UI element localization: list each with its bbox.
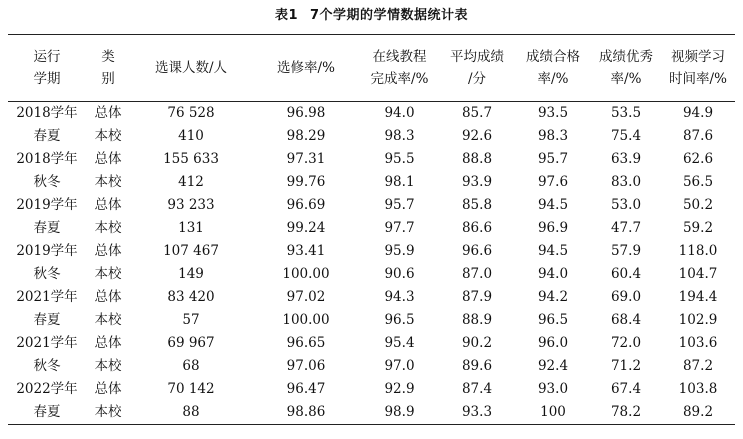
- value-cell: 94.5: [537, 197, 569, 213]
- category-cell: 本校: [94, 404, 122, 420]
- value-cell: 90.6: [384, 266, 415, 282]
- value-cell: 57: [182, 312, 200, 328]
- value-cell: 95.5: [384, 151, 415, 167]
- value-cell: 92.9: [384, 381, 415, 397]
- value-cell: 94.2: [537, 289, 569, 305]
- value-cell: 96.6: [461, 243, 493, 259]
- value-cell: 47.7: [610, 220, 642, 236]
- column-header: [591, 35, 661, 102]
- category-cell: 本校: [94, 358, 122, 374]
- value-cell: 97.02: [286, 289, 326, 305]
- value-cell: 50.2: [682, 197, 714, 213]
- column-header-line: 成绩优秀: [599, 49, 653, 65]
- category-cell: 本校: [94, 174, 122, 190]
- term-cell: 春夏: [33, 312, 61, 328]
- value-cell: 60.4: [610, 266, 642, 282]
- category-cell: 总体: [94, 381, 122, 397]
- value-cell: 69.0: [610, 289, 642, 305]
- value-cell: 94.3: [384, 289, 415, 305]
- term-cell: 2021学年: [16, 289, 78, 305]
- value-cell: 53.0: [610, 197, 642, 213]
- value-cell: 94.0: [537, 266, 569, 282]
- value-cell: 97.7: [384, 220, 415, 236]
- column-header-line: 在线教程: [372, 49, 427, 65]
- value-cell: 149: [178, 266, 204, 282]
- category-cell: 总体: [94, 243, 122, 259]
- column-header: [515, 35, 591, 102]
- value-cell: 96.5: [384, 312, 415, 328]
- value-cell: 53.5: [610, 105, 642, 121]
- category-cell: 总体: [94, 151, 122, 167]
- value-cell: 83.0: [610, 174, 642, 190]
- column-header-line: 运行: [33, 49, 61, 65]
- value-cell: 103.8: [678, 381, 718, 397]
- table-row: [8, 332, 735, 355]
- value-cell: 92.4: [537, 358, 569, 374]
- term-cell: 秋冬: [33, 266, 61, 282]
- value-cell: 412: [178, 174, 204, 190]
- value-cell: 93 233: [167, 197, 215, 213]
- value-cell: 93.41: [286, 243, 326, 259]
- value-cell: 67.4: [610, 381, 642, 397]
- table-row: [8, 102, 735, 126]
- table-row: [8, 194, 735, 217]
- term-cell: 2019学年: [16, 197, 78, 213]
- value-cell: 103.6: [678, 335, 718, 351]
- table-row: [8, 309, 735, 332]
- term-cell: 2022学年: [16, 381, 78, 397]
- value-cell: 97.06: [286, 358, 326, 374]
- table-row: [8, 355, 735, 378]
- value-cell: 87.4: [461, 381, 493, 397]
- term-cell: 2021学年: [16, 335, 78, 351]
- table-number: 表1: [274, 8, 298, 23]
- table-row: [8, 148, 735, 171]
- value-cell: 107 467: [163, 243, 219, 259]
- category-cell: 本校: [94, 312, 122, 328]
- column-header: [8, 35, 86, 102]
- value-cell: 78.2: [610, 404, 642, 420]
- value-cell: 98.3: [537, 128, 569, 144]
- column-header-line: 选课人数/人: [154, 60, 228, 76]
- value-cell: 95.7: [537, 151, 569, 167]
- category-cell: 本校: [94, 220, 122, 236]
- value-cell: 98.86: [286, 404, 326, 420]
- category-cell: 总体: [94, 289, 122, 305]
- value-cell: 93.3: [461, 404, 493, 420]
- term-cell: 春夏: [33, 404, 61, 420]
- value-cell: 85.7: [461, 105, 493, 121]
- value-cell: 94.0: [384, 105, 415, 121]
- value-cell: 87.2: [682, 358, 714, 374]
- term-cell: 2018学年: [16, 151, 78, 167]
- column-header-line: 学期: [33, 71, 61, 87]
- column-header: [360, 35, 439, 102]
- value-cell: 89.2: [682, 404, 714, 420]
- value-cell: 118.0: [678, 243, 718, 259]
- value-cell: 96.69: [286, 197, 326, 213]
- table-title: 7个学期的学情数据统计表: [310, 8, 469, 23]
- value-cell: 97.31: [286, 151, 326, 167]
- column-header-line: 别: [101, 71, 115, 87]
- category-cell: 总体: [94, 105, 122, 121]
- value-cell: 89.6: [461, 358, 493, 374]
- table-row: [8, 240, 735, 263]
- value-cell: 93.0: [537, 381, 569, 397]
- table-row: [8, 263, 735, 286]
- value-cell: 70 142: [167, 381, 215, 397]
- table-caption: [0, 4, 743, 23]
- value-cell: 99.24: [286, 220, 326, 236]
- value-cell: 104.7: [678, 266, 718, 282]
- category-cell: 本校: [94, 128, 122, 144]
- column-header-line: 成绩合格: [526, 49, 580, 65]
- value-cell: 100.00: [282, 312, 330, 328]
- value-cell: 102.9: [678, 312, 718, 328]
- value-cell: 75.4: [610, 128, 642, 144]
- term-cell: 秋冬: [33, 358, 61, 374]
- column-header-line: 视频学习: [671, 49, 725, 65]
- column-header: [439, 35, 515, 102]
- table-body: [8, 102, 735, 425]
- category-cell: 总体: [94, 335, 122, 351]
- table-row: [8, 125, 735, 148]
- column-header-line: 完成率/%: [370, 71, 429, 87]
- value-cell: 71.2: [610, 358, 642, 374]
- value-cell: 57.9: [610, 243, 642, 259]
- value-cell: 131: [178, 220, 204, 236]
- value-cell: 96.5: [537, 312, 569, 328]
- category-cell: 本校: [94, 266, 122, 282]
- column-header-line: /分: [467, 71, 487, 87]
- category-cell: 总体: [94, 197, 122, 213]
- value-cell: 96.47: [286, 381, 326, 397]
- value-cell: 87.9: [461, 289, 493, 305]
- value-cell: 95.4: [384, 335, 415, 351]
- column-header-line: 类: [101, 49, 115, 65]
- value-cell: 94.9: [682, 105, 714, 121]
- value-cell: 68.4: [610, 312, 642, 328]
- table-row: [8, 217, 735, 240]
- column-header: [252, 35, 360, 102]
- value-cell: 92.6: [461, 128, 493, 144]
- header-row: [8, 35, 735, 102]
- value-cell: 96.0: [537, 335, 569, 351]
- value-cell: 86.6: [461, 220, 493, 236]
- value-cell: 100: [540, 404, 566, 420]
- value-cell: 100.00: [282, 266, 330, 282]
- value-cell: 76 528: [167, 105, 215, 121]
- table-header: [8, 35, 735, 102]
- value-cell: 93.9: [461, 174, 493, 190]
- value-cell: 96.98: [286, 105, 326, 121]
- value-cell: 85.8: [461, 197, 493, 213]
- term-cell: 2019学年: [16, 243, 78, 259]
- value-cell: 98.3: [384, 128, 415, 144]
- value-cell: 90.2: [461, 335, 493, 351]
- column-header-line: 平均成绩: [450, 49, 504, 65]
- value-cell: 87.6: [682, 128, 714, 144]
- column-header-line: 率/%: [537, 71, 569, 87]
- table-row: [8, 401, 735, 425]
- value-cell: 98.29: [286, 128, 326, 144]
- column-header: [130, 35, 252, 102]
- value-cell: 72.0: [610, 335, 642, 351]
- value-cell: 97.0: [384, 358, 415, 374]
- value-cell: 97.6: [537, 174, 569, 190]
- table-row: [8, 171, 735, 194]
- table-row: [8, 378, 735, 401]
- column-header: [86, 35, 130, 102]
- value-cell: 96.9: [537, 220, 569, 236]
- column-header: [661, 35, 735, 102]
- value-cell: 83 420: [167, 289, 215, 305]
- value-cell: 95.9: [384, 243, 415, 259]
- value-cell: 99.76: [286, 174, 326, 190]
- value-cell: 410: [178, 128, 204, 144]
- value-cell: 194.4: [678, 289, 718, 305]
- value-cell: 98.9: [384, 404, 415, 420]
- value-cell: 88.8: [461, 151, 493, 167]
- value-cell: 96.65: [286, 335, 326, 351]
- value-cell: 93.5: [537, 105, 569, 121]
- value-cell: 69 967: [167, 335, 215, 351]
- value-cell: 68: [182, 358, 200, 374]
- term-cell: 春夏: [33, 128, 61, 144]
- value-cell: 59.2: [682, 220, 714, 236]
- value-cell: 87.0: [461, 266, 493, 282]
- value-cell: 88.9: [461, 312, 493, 328]
- table-row: [8, 286, 735, 309]
- column-header-line: 率/%: [610, 71, 642, 87]
- value-cell: 56.5: [682, 174, 714, 190]
- term-cell: 2018学年: [16, 105, 78, 121]
- value-cell: 63.9: [610, 151, 642, 167]
- value-cell: 155 633: [163, 151, 219, 167]
- value-cell: 98.1: [384, 174, 415, 190]
- value-cell: 94.5: [537, 243, 569, 259]
- term-cell: 秋冬: [33, 174, 61, 190]
- stats-table: [8, 34, 735, 425]
- value-cell: 62.6: [682, 151, 714, 167]
- column-header-line: 选修率/%: [277, 60, 335, 76]
- column-header-line: 时间率/%: [669, 71, 727, 87]
- value-cell: 88: [182, 404, 200, 420]
- term-cell: 春夏: [33, 220, 61, 236]
- value-cell: 95.7: [384, 197, 415, 213]
